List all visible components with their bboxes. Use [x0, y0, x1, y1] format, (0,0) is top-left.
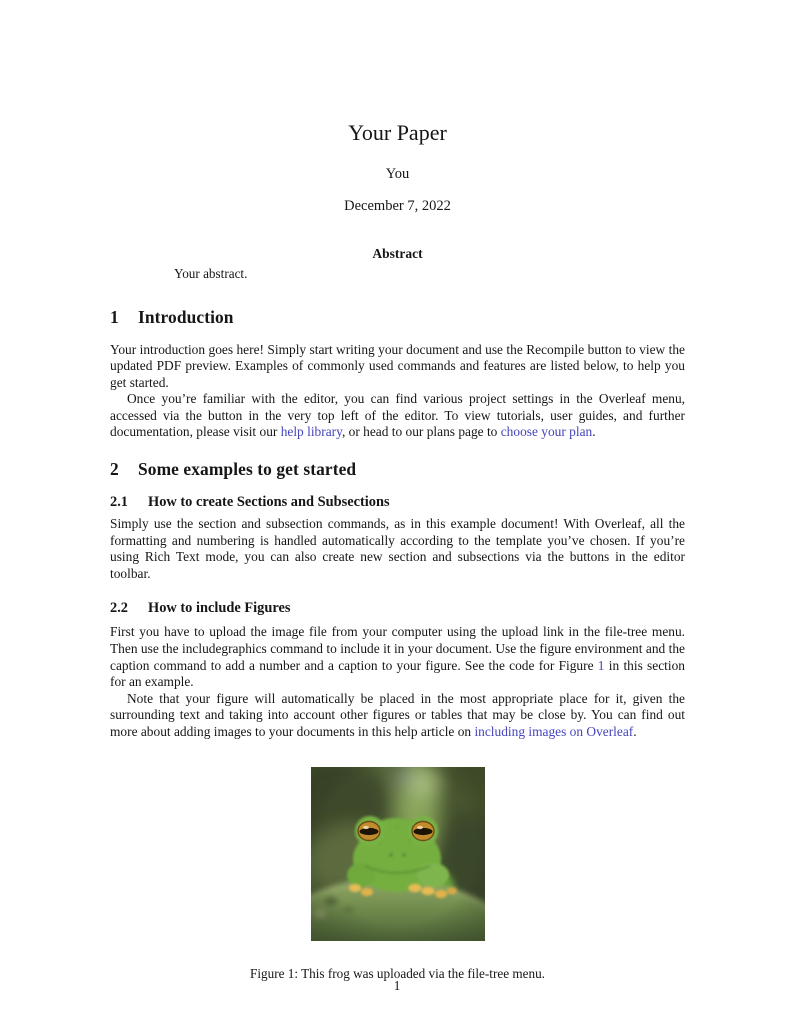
figure-1-reference-link[interactable]: 1	[597, 657, 605, 673]
section-1-number: 1	[110, 306, 119, 327]
text-run: First you have to upload the image file from your computer using the upload link in the file-tree menu. Then use the includegraphics command to include it in your document. Use the figure environment and the caption command to add a number and a caption to your figure. See the code for Figure	[110, 624, 685, 673]
section-1-title: Introduction	[138, 306, 234, 327]
paper-author: You	[385, 166, 410, 182]
document-body	[110, 0, 685, 982]
text-run: Once you’re familiar with the editor, you can find various project settings in the Overleaf menu, accessed via the button in the very top left of the editor. To view tutorials, user guides, and further documentation, please visit our	[110, 391, 685, 440]
frog-photo-image	[311, 767, 485, 941]
section-2-heading	[110, 459, 685, 480]
figures-paragraph-2	[110, 691, 685, 741]
sections-paragraph: Simply use the section and subsection commands, as in this example document! With Overleaf, all the formatting and numbering is handled automatically according to the template you’ve chosen. If you’re using Rich Text mode, you can also create new section and subsections via the buttons in the editor toolbar.	[110, 516, 685, 581]
subsection-2-1-title: How to create Sections and Subsections	[148, 494, 390, 511]
figure-1	[110, 767, 685, 982]
page-number: 1	[393, 978, 401, 993]
text-run: .	[592, 424, 596, 440]
text-run: , or head to our plans page to	[341, 424, 501, 440]
subsection-2-1-number: 2.1	[110, 494, 128, 511]
paper-date: December 7, 2022	[344, 198, 451, 214]
figure-1-caption: Figure 1: This frog was uploaded via the file-tree menu.	[250, 965, 545, 981]
intro-paragraph-1: Your introduction goes here! Simply start writing your document and use the Recompile button to view the updated PDF preview. Examples of commonly used commands and features are listed below, to help you get started.	[110, 341, 685, 390]
subsection-2-2-number: 2.2	[110, 600, 128, 617]
help-library-link[interactable]: help library	[280, 424, 342, 440]
text-run: .	[633, 724, 637, 739]
section-2-number: 2	[110, 459, 119, 480]
section-2-title: Some examples to get started	[138, 459, 357, 480]
subsection-2-2-heading	[110, 599, 685, 617]
including-images-link[interactable]: including images on Overleaf	[474, 724, 634, 739]
abstract-heading: Abstract	[372, 246, 423, 261]
intro-paragraph-2	[110, 391, 685, 441]
paper-title: Your Paper	[348, 120, 447, 145]
subsection-2-1-heading	[110, 493, 685, 511]
section-1-heading	[110, 307, 685, 328]
abstract-text: Your abstract.	[174, 266, 248, 281]
choose-your-plan-link[interactable]: choose your plan	[500, 424, 593, 440]
text-run: in this section for an example.	[110, 657, 685, 690]
text-run: Note that your figure will automatically be placed in the most appropriate place for it, given the surrounding text and taking into account other figures or tables that may be close by. You can find out more about adding images to your documents in this help article on	[110, 690, 685, 739]
figures-paragraph-1	[110, 624, 685, 690]
subsection-2-2-title: How to include Figures	[148, 600, 291, 617]
